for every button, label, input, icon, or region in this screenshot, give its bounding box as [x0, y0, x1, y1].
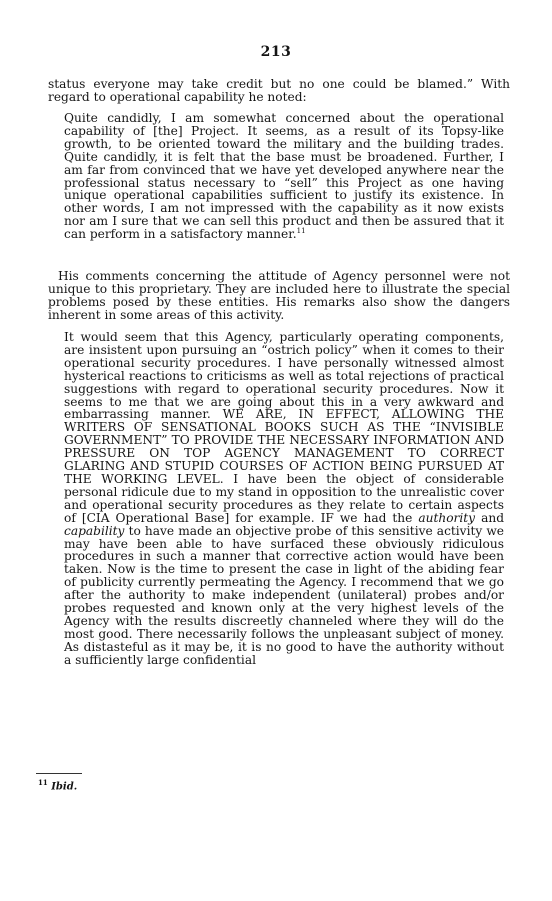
- footnote-divider: [36, 773, 82, 774]
- block-quote-2-and: and: [481, 510, 504, 525]
- page-number: 213: [260, 44, 292, 60]
- block-quote-1-text: Quite candidly, I am somewhat concerned about the operational capability of [the] Project. It seems, as a result of its Topsy-like growth, to be oriented toward the military and the building trades. Quite candidly, it is felt that the base must be broadened. Further, I am far from convinced that we have yet developed anywhere near the professional status necessary to “sell” this Project as one having unique operational capabilities sufficient to justify its existence. In other words, I am not impressed with the capability as it now exists nor am I sure that we can sell this product and then be assured that it can perform in a satisfactory manner.: [64, 111, 504, 242]
- footnote-reference: 11: [296, 227, 306, 236]
- emphasis-authority: authority: [418, 510, 476, 525]
- paragraph-2: His comments concerning the attitude of Agency personnel were not unique to this proprietary. They are included here to illustrate the special problems posed by these entities. His remarks also show the dangers inherent in some areas of this activity.: [48, 269, 510, 322]
- footnote-text: Ibid.: [51, 781, 78, 793]
- paragraph-1: status everyone may take credit but no one could be blamed.” With regard to operational capability he noted:: [48, 77, 510, 104]
- emphasis-capability: capability: [64, 523, 125, 538]
- block-quote-2-text-a: It would seem that this Agency, particularly operating components, are insistent upon pursuing an “ostrich policy” when it comes to their operational security procedures. I have personally witnessed almost hysterical reactions to criticisms as well as total rejections of practical suggestions with regard to operational security procedures. Now it seems to me that we are going about this in a very awkward and embarrassing manner. WE ARE, IN EFFECT, ALLOWING THE WRITERS OF SENSATIONAL BOOKS SUCH AS THE “INVISIBLE GOVERNMENT” TO PROVIDE THE NECESSARY INFORMATION AND PRESSURE ON TOP AGENCY MANAGEMENT TO CORRECT GLARING AND STUPID COURSES OF ACTION BEING PURSUED AT THE WORKING LEVEL. I have been the object of considerable personal ridicule due to my stand in opposition to the unrealistic cover and operational security procedures as they relate to certain aspects of [CIA Operational Base] for example. IF we had the: [64, 330, 504, 525]
- footnote: [38, 778, 77, 792]
- block-quote-1: [64, 112, 504, 241]
- footnote-number: 11: [38, 778, 48, 787]
- block-quote-2-text-b: to have made an objective probe of this sensitive activity we may have been able to have surfaced these obviously ridiculous procedures in such a manner that corrective action would have been taken. Now is the time to present the case in light of the abiding fear of publicity currently permeating the Agency. I recommend that we go after the authority to make independent (unilateral) probes and/or probes requested and known only at the very highest levels of the Agency with the results discreetly channeled where they will do the most good. There necessarily follows the unpleasant subject of money. As distasteful as it may be, it is no good to have the authority without a sufficiently large confidential: [64, 523, 504, 667]
- block-quote-2: [64, 331, 504, 667]
